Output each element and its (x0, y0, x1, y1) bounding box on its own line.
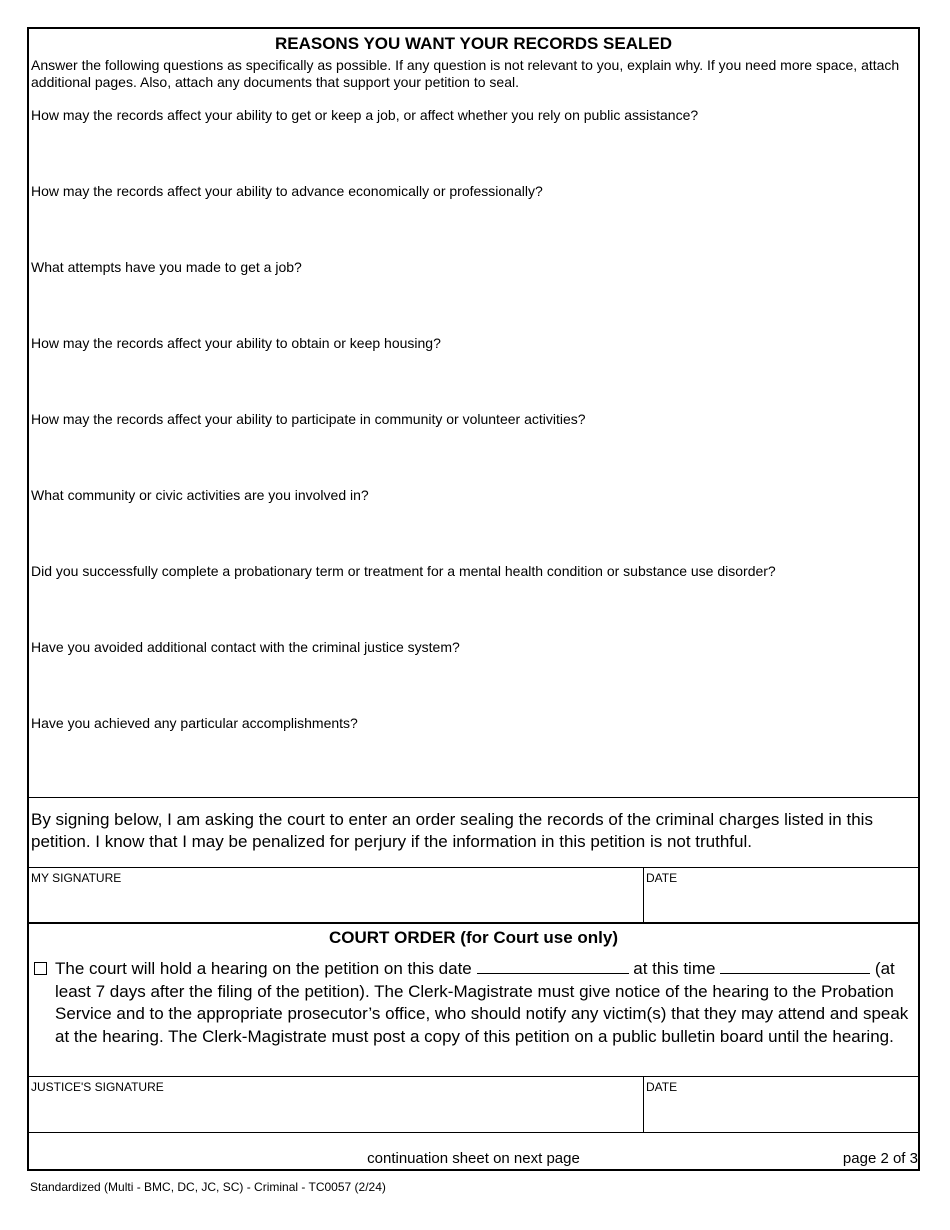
my-signature-date-label: DATE (646, 871, 678, 885)
hearing-time-blank[interactable] (720, 957, 870, 974)
question-housing[interactable]: How may the records affect your ability to obtain or keep housing? (31, 335, 441, 351)
question-job[interactable]: How may the records affect your ability to get or keep a job, or affect whether you rely on public assistance? (31, 107, 699, 123)
petition-form (27, 27, 920, 1171)
continuation-note: continuation sheet on next page (367, 1150, 580, 1167)
my-signature-label: MY SIGNATURE (31, 871, 122, 885)
my-signature-field[interactable] (29, 867, 643, 923)
question-civic-activities[interactable]: What community or civic activities are you involved in? (31, 487, 369, 503)
justice-signature-field[interactable] (29, 1076, 643, 1132)
justice-signature-date-field[interactable] (644, 1076, 920, 1132)
section-title: REASONS YOU WANT YOUR RECORDS SEALED (274, 34, 673, 53)
court-order-text (55, 957, 916, 1048)
question-accomplishments[interactable]: Have you achieved any particular accomplishments? (31, 715, 358, 731)
divider (29, 797, 918, 798)
court-order-text-part1: The court will hold a hearing on the petition on this date (55, 959, 472, 978)
declaration-text: By signing below, I am asking the court to enter an order sealing the records of the criminal charges listed in this petition. I know that I may be penalized for perjury if the information in this petition is not truthful. (31, 810, 873, 851)
court-order-text-part2: at this time (633, 959, 716, 978)
my-signature-date-field[interactable] (644, 867, 920, 923)
question-community-participation[interactable]: How may the records affect your ability to participate in community or volunteer activities? (31, 411, 586, 427)
divider (29, 922, 918, 924)
form-identifier: Standardized (Multi - BMC, DC, JC, SC) - Criminal - TC0057 (2/24) (30, 1180, 386, 1194)
justice-signature-label: JUSTICE'S SIGNATURE (31, 1080, 164, 1094)
court-order-title: COURT ORDER (for Court use only) (329, 928, 618, 947)
question-probation-treatment[interactable]: Did you successfully complete a probationary term or treatment for a mental health condition or substance use disorder? (31, 563, 776, 579)
hearing-checkbox[interactable] (34, 962, 47, 975)
justice-signature-date-label: DATE (646, 1080, 678, 1094)
court-order-text-part3: (at least 7 days after the filing of the petition). The Clerk-Magistrate must give notice of the hearing to the Probation Service and to the appropriate prosecutor’s office, who should notify any victim(s) that they may attend and speak at the hearing. The Clerk-Magistrate must post a copy of this petition on a public bulletin board until the hearing. (55, 959, 909, 1046)
hearing-date-blank[interactable] (477, 957, 629, 974)
question-job-attempts[interactable]: What attempts have you made to get a job? (31, 259, 302, 275)
question-justice-contact[interactable]: Have you avoided additional contact with the criminal justice system? (31, 639, 460, 655)
question-advance[interactable]: How may the records affect your ability to advance economically or professionally? (31, 183, 543, 199)
page-number: page 2 of 3 (842, 1150, 918, 1167)
divider (29, 1132, 918, 1133)
section-instructions: Answer the following questions as specifically as possible. If any question is not relevant to you, explain why. If you need more space, attach additional pages. Also, attach any documents that support your petition to seal. (31, 57, 900, 90)
